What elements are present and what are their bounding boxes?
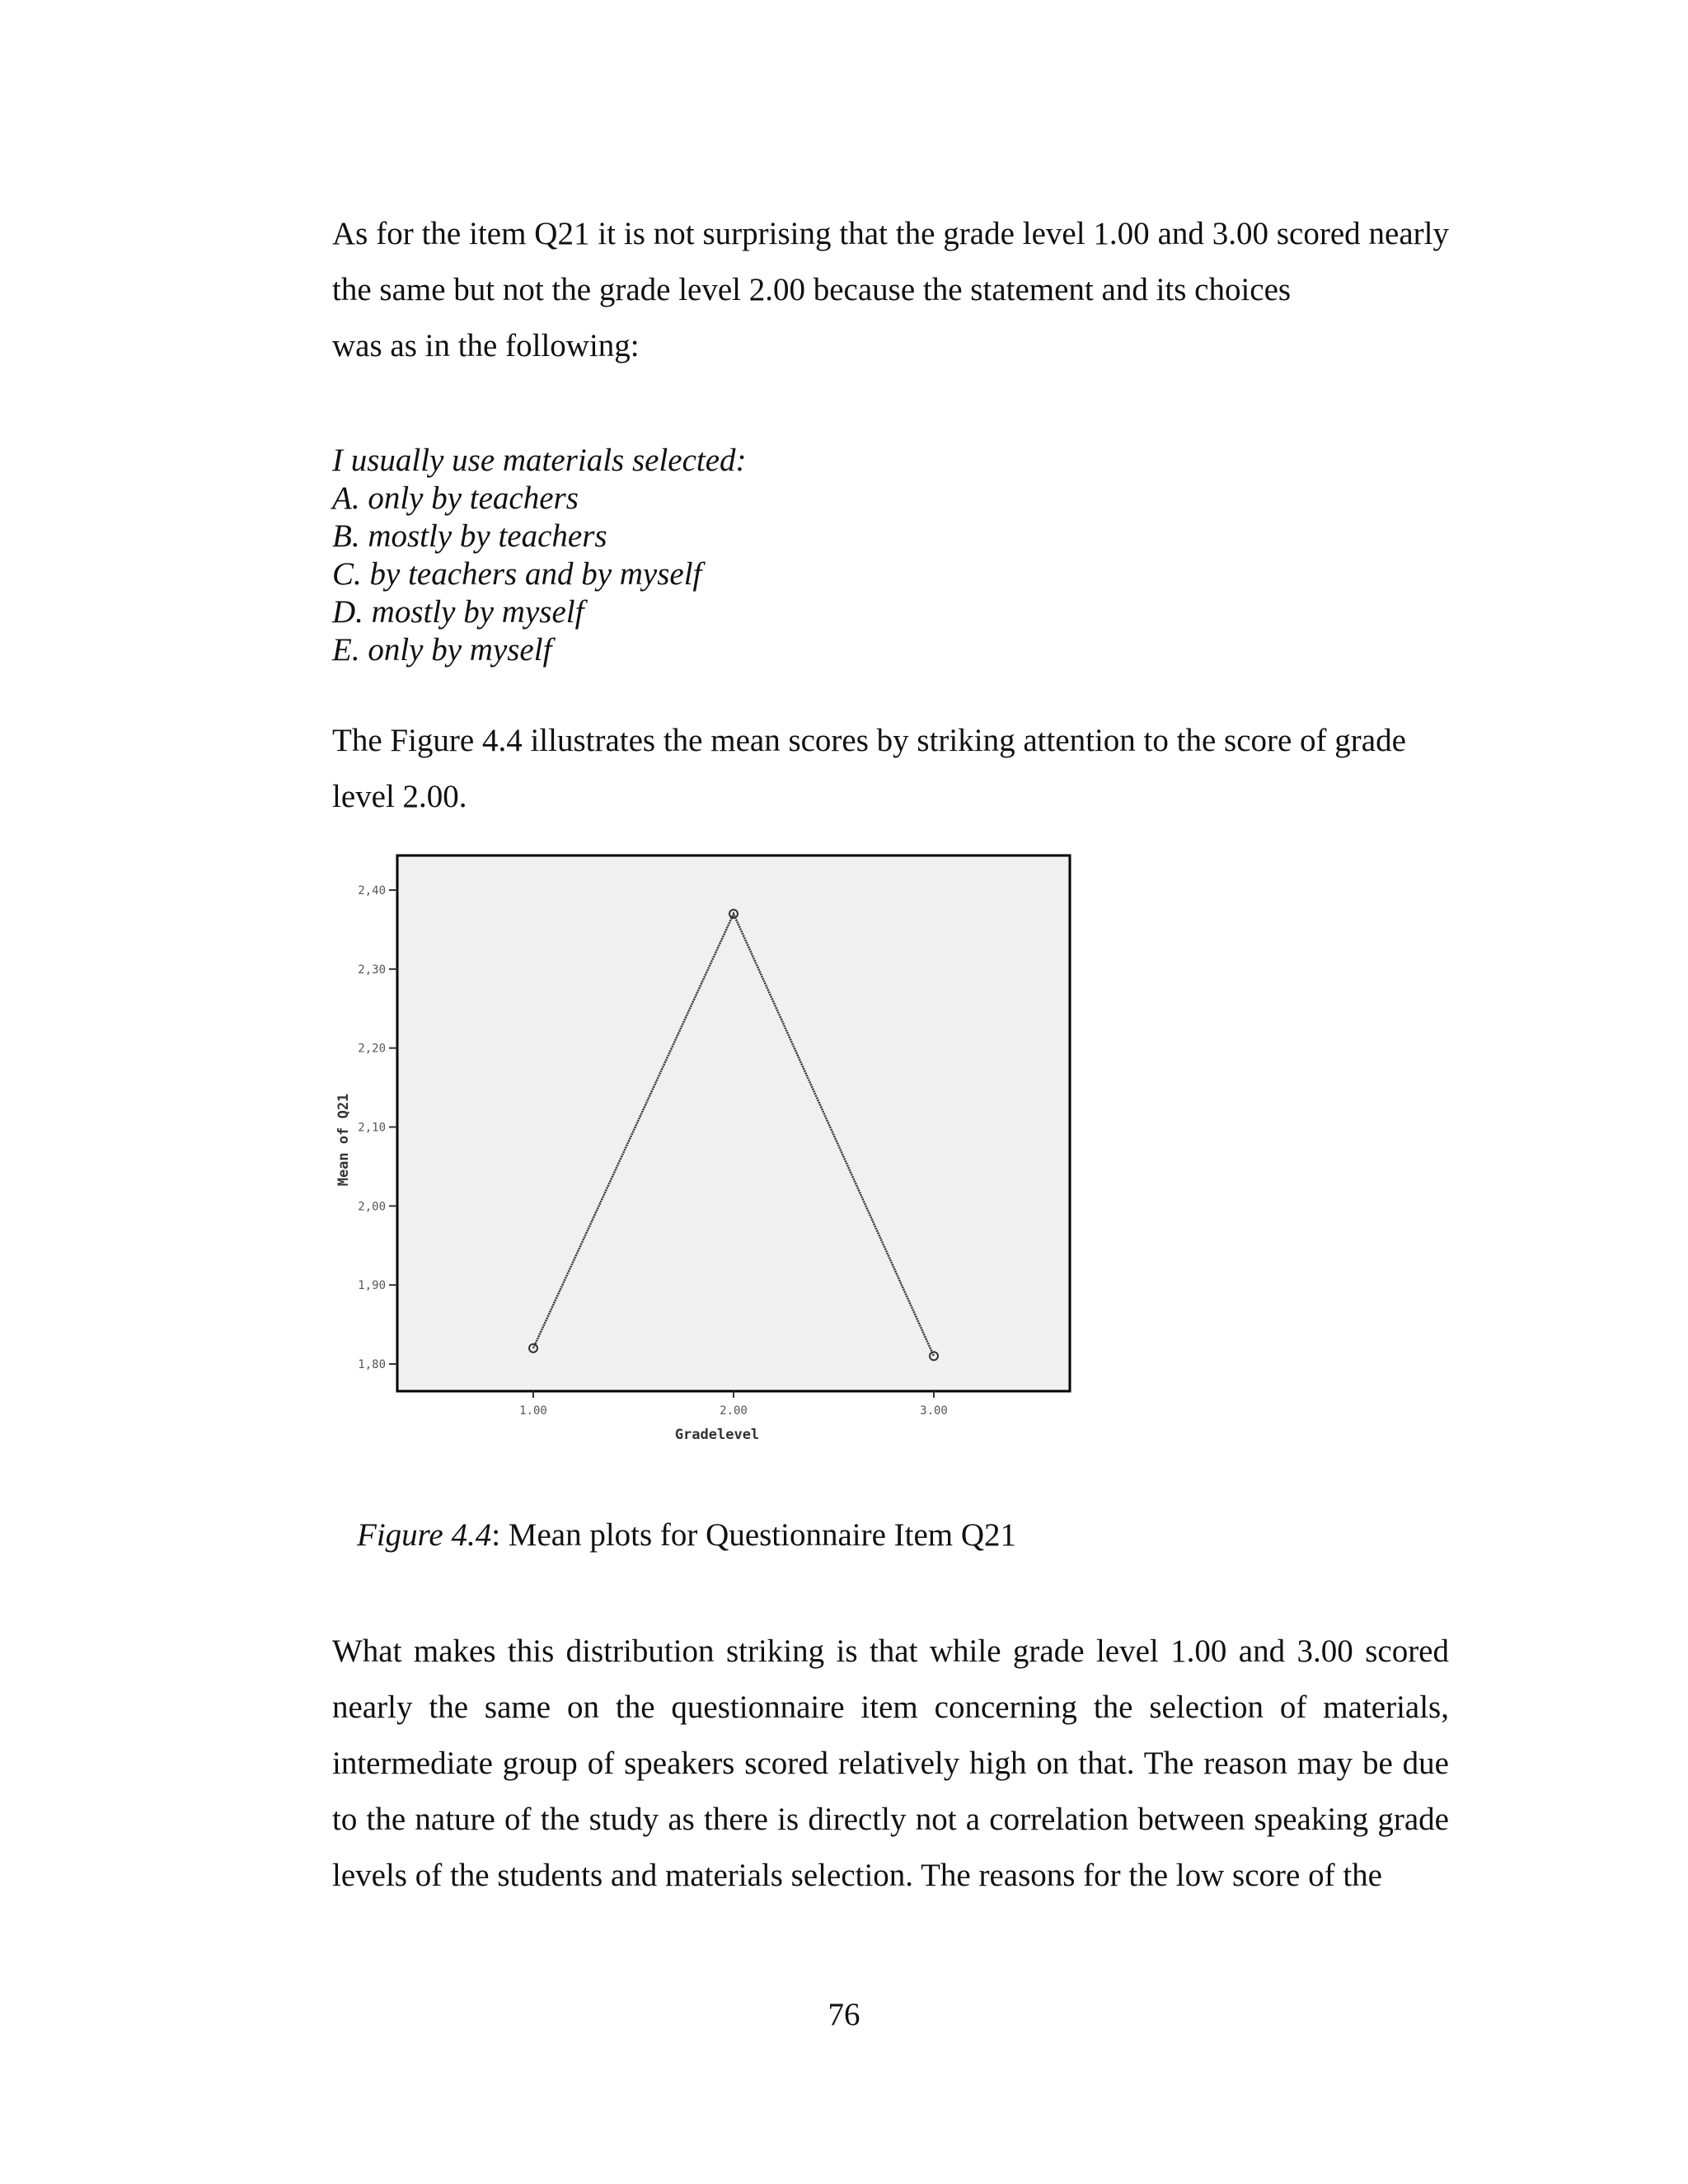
questionnaire-option: E. only by myself xyxy=(332,632,552,668)
y-tick-label: 2,20 xyxy=(358,1042,386,1056)
paragraph-intro-last-line: was as in the following: xyxy=(332,328,640,363)
x-tick-label: 1.00 xyxy=(519,1404,547,1418)
paragraph-intro-body: As for the item Q21 it is not surprising that the grade level 1.00 and 3.00 scored nearly the same but not the grade level 2.00 because the statement and its choices xyxy=(332,216,1449,307)
mean-plot-chart xyxy=(313,849,1096,1467)
x-tick-label: 3.00 xyxy=(920,1404,948,1418)
figure-caption-label: Figure 4.4 xyxy=(357,1517,492,1553)
questionnaire-stem: I usually use materials selected: xyxy=(332,443,747,478)
y-tick-label: 2,10 xyxy=(358,1121,386,1135)
x-tick-label: 2.00 xyxy=(720,1404,748,1418)
questionnaire-option: C. by teachers and by myself xyxy=(332,556,702,592)
y-tick-label: 2,40 xyxy=(358,884,386,898)
questionnaire-item xyxy=(332,442,747,669)
page-number: 76 xyxy=(828,1997,860,2032)
y-axis-label: Mean of Q21 xyxy=(335,1093,352,1187)
questionnaire-option: D. mostly by myself xyxy=(332,594,584,630)
questionnaire-option: B. mostly by teachers xyxy=(332,518,607,554)
questionnaire-option: A. only by teachers xyxy=(332,480,579,516)
paragraph-intro xyxy=(332,206,1449,374)
y-tick-label: 1,80 xyxy=(358,1358,386,1371)
x-axis-label: Gradelevel xyxy=(674,1427,760,1443)
plot-area xyxy=(397,855,1070,1391)
paragraph-figure-intro-body: The Figure 4.4 illustrates the mean scores by striking attention to the score of grade xyxy=(332,723,1406,758)
paragraph-figure-intro xyxy=(332,713,1449,825)
paragraph-discussion-body: What makes this distribution striking is that while grade level 1.00 and 3.00 scored nearly the same on the questionnaire item concerning the selection of materials, intermediate group of speakers scored relatively high on that. The reason may be due to the nature of the study as there is directly not a correlation between speaking grade levels of the students and materials selection. The reasons for the low score of the xyxy=(332,1633,1449,1893)
y-tick-label: 2,00 xyxy=(358,1200,386,1214)
paragraph-figure-intro-last-line: level 2.00. xyxy=(332,779,467,814)
figure-caption xyxy=(357,1515,1016,1556)
paragraph-discussion xyxy=(332,1624,1449,1904)
figure-caption-text: : Mean plots for Questionnaire Item Q21 xyxy=(491,1517,1017,1553)
y-tick-label: 2,30 xyxy=(358,963,386,977)
y-tick-label: 1,90 xyxy=(358,1279,386,1293)
